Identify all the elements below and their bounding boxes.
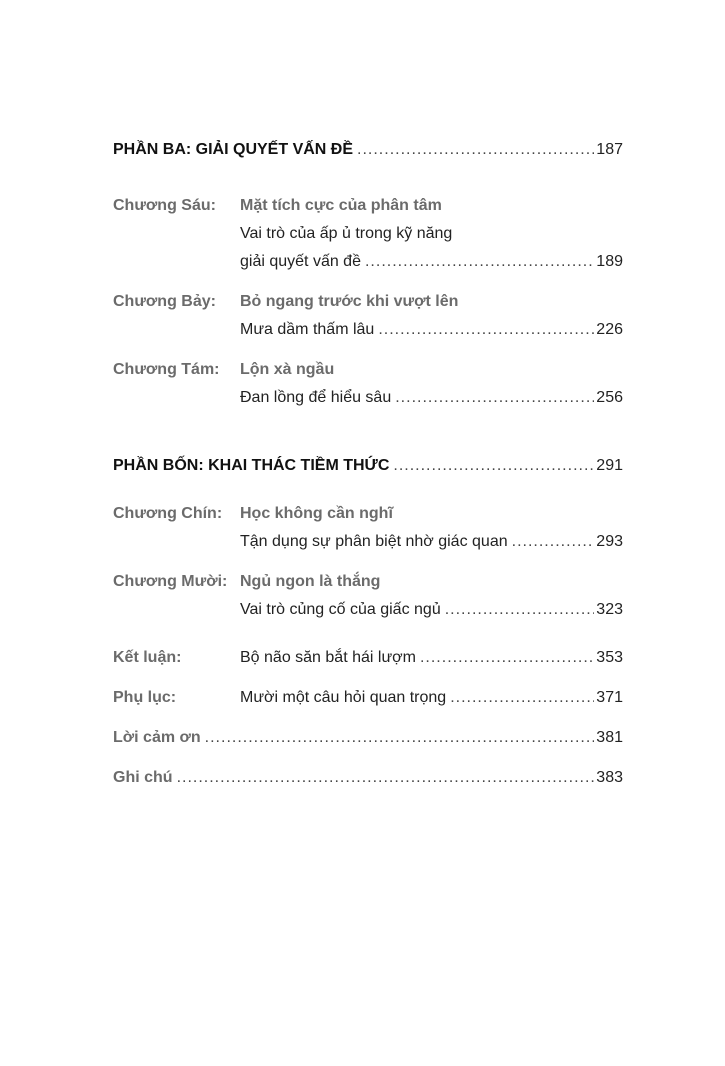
- toc-entry-chapter-six-subtitle-1: [113, 220, 623, 248]
- dot-leader: [445, 596, 595, 624]
- chapter-title: Học không cần nghĩ: [240, 505, 393, 522]
- toc-entry-acknowledgements[interactable]: [113, 724, 623, 752]
- toc-entry-chapter-eight-title[interactable]: [113, 356, 623, 384]
- toc-entry-chapter-nine-subtitle[interactable]: [113, 528, 623, 556]
- page-number: 381: [596, 729, 623, 746]
- section-label: Kết luận:: [113, 649, 182, 666]
- toc-entry-chapter-ten-title[interactable]: [113, 568, 623, 596]
- chapter-title: Mặt tích cực của phân tâm: [240, 197, 442, 214]
- section-title: Bộ não săn bắt hái lượm: [240, 649, 416, 666]
- chapter-label: Chương Bảy:: [113, 293, 216, 310]
- section-title: Ghi chú: [113, 769, 173, 786]
- dot-leader: [395, 384, 594, 412]
- chapter-subtitle: Tận dụng sự phân biệt nhờ giác quan: [240, 533, 508, 550]
- part-title: PHẦN BA: GIẢI QUYẾT VẤN ĐỀ: [113, 141, 354, 158]
- toc-entry-part-three[interactable]: [113, 136, 623, 164]
- page-number: 187: [596, 141, 623, 158]
- dot-leader: [177, 764, 595, 792]
- table-of-contents: [113, 136, 623, 792]
- dot-leader: [393, 452, 594, 480]
- dot-leader: [420, 644, 594, 672]
- page-number: 189: [596, 253, 623, 270]
- chapter-title: Ngủ ngon là thắng: [240, 573, 381, 590]
- chapter-label: Chương Chín:: [113, 505, 223, 522]
- page-number: 353: [596, 649, 623, 666]
- chapter-subtitle: Mưa dầm thấm lâu: [240, 321, 375, 338]
- page-number: 256: [596, 389, 623, 406]
- section-title: Lời cảm ơn: [113, 729, 201, 746]
- chapter-subtitle: Vai trò của ấp ủ trong kỹ năng: [240, 225, 453, 242]
- dot-leader: [205, 724, 595, 752]
- chapter-label: Chương Tám:: [113, 361, 220, 378]
- page-number: 371: [596, 689, 623, 706]
- toc-entry-chapter-six-title[interactable]: [113, 192, 623, 220]
- page-number: 226: [596, 321, 623, 338]
- dot-leader: [357, 136, 594, 164]
- toc-entry-chapter-seven-subtitle[interactable]: [113, 316, 623, 344]
- dot-leader: [450, 684, 594, 712]
- dot-leader: [512, 528, 595, 556]
- dot-leader: [378, 316, 594, 344]
- page-number: 293: [596, 533, 623, 550]
- toc-entry-chapter-seven-title[interactable]: [113, 288, 623, 316]
- dot-leader: [365, 248, 594, 276]
- toc-entry-chapter-eight-subtitle[interactable]: [113, 384, 623, 412]
- toc-entry-chapter-nine-title[interactable]: [113, 500, 623, 528]
- chapter-subtitle: giải quyết vấn đề: [240, 253, 361, 270]
- toc-entry-appendix[interactable]: [113, 684, 623, 712]
- page-number: 291: [596, 457, 623, 474]
- toc-entry-part-four[interactable]: [113, 452, 623, 480]
- section-label: Phụ lục:: [113, 689, 177, 706]
- toc-entry-conclusion[interactable]: [113, 644, 623, 672]
- toc-entry-chapter-ten-subtitle[interactable]: [113, 596, 623, 624]
- page-number: 383: [596, 769, 623, 786]
- section-title: Mười một câu hỏi quan trọng: [240, 689, 447, 706]
- toc-entry-notes[interactable]: [113, 764, 623, 792]
- chapter-title: Lộn xà ngầu: [240, 361, 335, 378]
- page-number: 323: [596, 601, 623, 618]
- chapter-label: Chương Sáu:: [113, 197, 216, 214]
- chapter-label: Chương Mười:: [113, 573, 228, 590]
- toc-entry-chapter-six-subtitle-2[interactable]: [113, 248, 623, 276]
- chapter-subtitle: Đan lồng để hiểu sâu: [240, 389, 392, 406]
- chapter-title: Bỏ ngang trước khi vượt lên: [240, 293, 459, 310]
- chapter-subtitle: Vai trò củng cố của giấc ngủ: [240, 601, 441, 618]
- part-title: PHẦN BỐN: KHAI THÁC TIỀM THỨC: [113, 457, 390, 474]
